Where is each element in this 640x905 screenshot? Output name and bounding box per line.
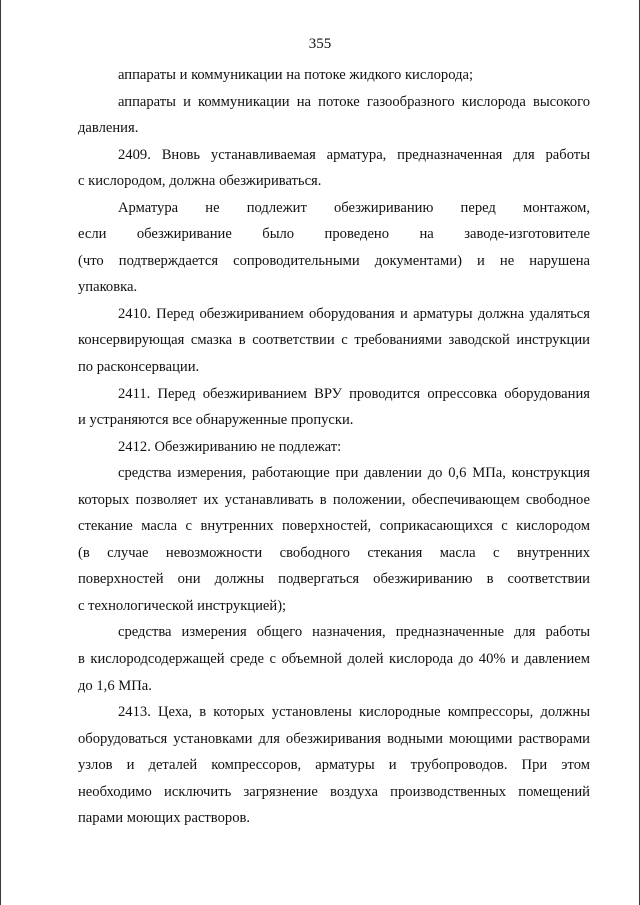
text-line: стекание масла с внутренних поверхностей, соприкасающихся с кислородом [78, 518, 590, 535]
text-line: 2413. Цеха, в которых установлены кислородные компрессоры, должны [118, 704, 590, 721]
text-line: 2410. Перед обезжириванием оборудования и арматуры должна удаляться [118, 305, 590, 322]
text-line: если обезжиривание было проведено на заводе-изготовителе [78, 226, 590, 243]
text-line: необходимо исключить загрязнение воздуха производственных помещений [78, 783, 590, 800]
text-line: (что подтверждается сопроводительными документами) и не нарушена [78, 252, 590, 269]
page-number: 355 [308, 36, 332, 52]
text-line: Арматура не подлежит обезжириванию перед монтажом, [118, 199, 590, 216]
text-line: с технологической инструкцией); [78, 597, 287, 614]
text-line: с кислородом, должна обезжириваться. [78, 173, 322, 190]
text-line: 2411. Перед обезжириванием ВРУ проводится опрессовка оборудования [118, 385, 590, 402]
text-line: узлов и деталей компрессоров, арматуры и трубопроводов. При этом [78, 757, 590, 774]
text-line: консервирующая смазка в соответствии с требованиями заводской инструкции [78, 332, 590, 349]
document-body [78, 62, 590, 832]
text-line: парами моющих растворов. [78, 810, 251, 827]
text-line: средства измерения общего назначения, предназначенные для работы [118, 624, 590, 641]
text-line: упаковка. [78, 279, 138, 296]
text-line: в кислородсодержащей среде с объемной долей кислорода до 40% и давлением [78, 651, 590, 668]
text-line: поверхностей они должны подвергаться обезжириванию в соответствии [78, 571, 590, 588]
text-line: аппараты и коммуникации на потоке жидкого кислорода; [118, 67, 474, 83]
text-line: аппараты и коммуникации на потоке газообразного кислорода высокого [118, 93, 590, 110]
text-line: средства измерения, работающие при давлении до 0,6 МПа, конструкция [118, 465, 590, 482]
text-line: 2412. Обезжириванию не подлежат: [118, 438, 342, 455]
text-line: которых позволяет их устанавливать в положении, обеспечивающем свободное [78, 491, 590, 508]
text-line: 2409. Вновь устанавливаемая арматура, предназначенная для работы [118, 146, 590, 163]
text-line: и устраняются все обнаруженные пропуски. [78, 412, 354, 429]
text-line: оборудоваться установками для обезжиривания водными моющими растворами [78, 730, 590, 747]
text-line: давления. [78, 120, 139, 137]
text-line: по расконсервации. [78, 359, 200, 376]
text-line: (в случае невозможности свободного стекания масла с внутренних [78, 544, 590, 561]
text-line: до 1,6 МПа. [78, 677, 152, 694]
